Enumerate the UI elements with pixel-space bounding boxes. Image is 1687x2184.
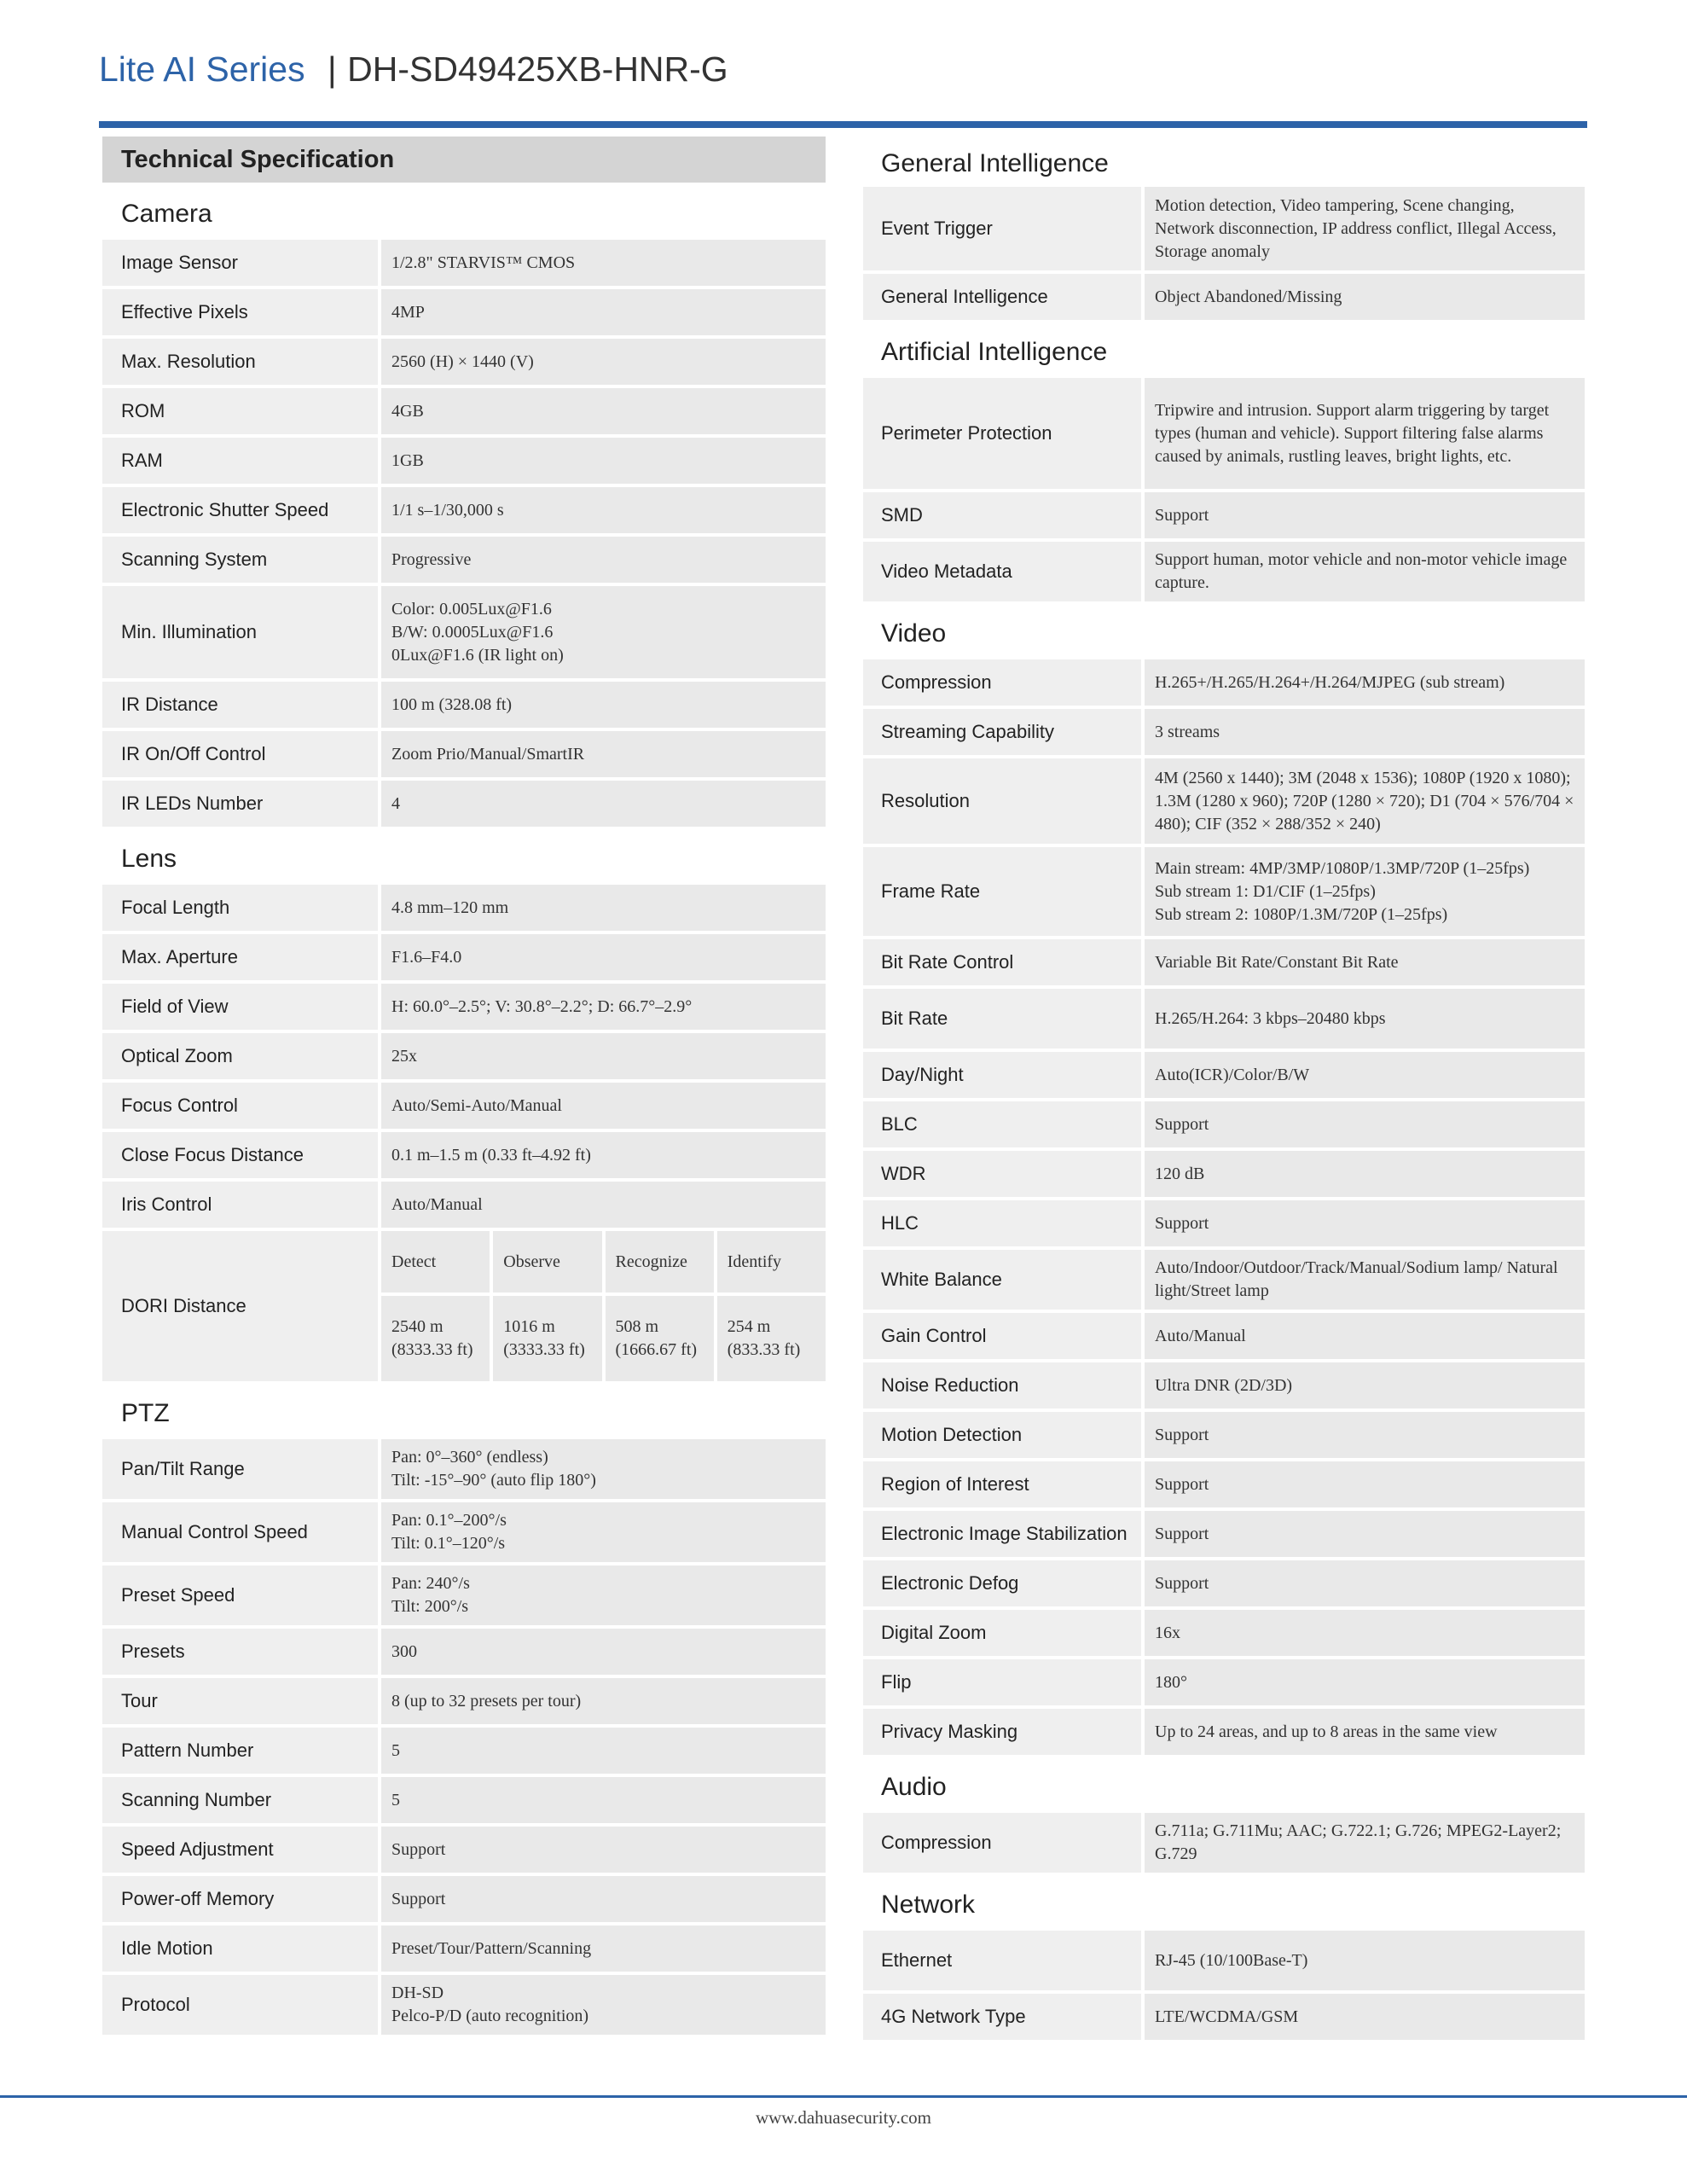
- spec-label: RAM: [102, 438, 378, 484]
- spec-value: LTE/WCDMA/GSM: [1145, 1994, 1585, 2040]
- spec-value: 0.1 m–1.5 m (0.33 ft–4.92 ft): [381, 1132, 826, 1178]
- spec-value: 2560 (H) × 1440 (V): [381, 339, 826, 385]
- section-title-artificial-intelligence: Artificial Intelligence: [881, 338, 1108, 366]
- spec-label: Iris Control: [102, 1182, 378, 1228]
- spec-label: Scanning Number: [102, 1777, 378, 1823]
- spec-label: Day/Night: [863, 1052, 1141, 1098]
- spec-value: H.265+/H.265/H.264+/H.264/MJPEG (sub stream): [1145, 659, 1585, 706]
- spec-label: ROM: [102, 388, 378, 434]
- spec-value: Support: [1145, 1560, 1585, 1606]
- spec-label: Pattern Number: [102, 1728, 378, 1774]
- spec-value: Pan: 240°/s Tilt: 200°/s: [381, 1565, 826, 1625]
- spec-value: 4.8 mm–120 mm: [381, 885, 826, 931]
- dori-value-cell: 2540 m (8333.33 ft): [381, 1296, 490, 1381]
- spec-value: 5: [381, 1728, 826, 1774]
- spec-label: Protocol: [102, 1975, 378, 2035]
- spec-value: Tripwire and intrusion. Support alarm triggering by target types (human and vehicle). Support filtering false alarms caused by animals, rustling leaves, bright lights, etc.: [1145, 378, 1585, 489]
- spec-value: Main stream: 4MP/3MP/1080P/1.3MP/720P (1–25fps) Sub stream 1: D1/CIF (1–25fps) Sub stream 2: 1080P/1.3M/720P (1–25fps): [1145, 847, 1585, 936]
- dori-value-cell: 254 m (833.33 ft): [717, 1296, 826, 1381]
- spec-value: 4M (2560 x 1440); 3M (2048 x 1536); 1080P (1920 x 1080); 1.3M (1280 x 960); 720P (1280 × 720); D1 (704 × 576/704 × 480); CIF (352 × 288/352 × 240): [1145, 758, 1585, 844]
- spec-row: [102, 1565, 826, 1625]
- spec-value: 16x: [1145, 1610, 1585, 1656]
- spec-value: Motion detection, Video tampering, Scene changing, Network disconnection, IP address conflict, Illegal Access, Storage anomaly: [1145, 187, 1585, 270]
- spec-value: 120 dB: [1145, 1151, 1585, 1197]
- spec-row: [102, 1033, 826, 1079]
- spec-row: [102, 537, 826, 583]
- technical-specification-title: Technical Specification: [102, 136, 826, 183]
- spec-label: IR On/Off Control: [102, 731, 378, 777]
- spec-label: DORI Distance: [102, 1231, 378, 1381]
- spec-row: [102, 1777, 826, 1823]
- spec-row: [863, 274, 1585, 320]
- spec-row: [863, 709, 1585, 755]
- spec-label: Flip: [863, 1659, 1141, 1705]
- spec-row: [102, 289, 826, 335]
- spec-value: 1GB: [381, 438, 826, 484]
- spec-row: [102, 1876, 826, 1922]
- dori-value-cell: 508 m (1666.67 ft): [606, 1296, 714, 1381]
- spec-row: [863, 1151, 1585, 1197]
- spec-row: [863, 1610, 1585, 1656]
- spec-value: Pan: 0°–360° (endless) Tilt: -15°–90° (auto flip 180°): [381, 1439, 826, 1499]
- spec-row: [863, 1313, 1585, 1359]
- spec-row: [863, 1813, 1585, 1873]
- spec-row: [863, 847, 1585, 936]
- section-title-lens: Lens: [121, 845, 177, 873]
- spec-label: SMD: [863, 492, 1141, 538]
- spec-value: Object Abandoned/Missing: [1145, 274, 1585, 320]
- spec-label: Close Focus Distance: [102, 1132, 378, 1178]
- spec-label: Idle Motion: [102, 1926, 378, 1972]
- spec-row: [863, 542, 1585, 601]
- spec-label: General Intelligence: [863, 274, 1141, 320]
- spec-row: [863, 1412, 1585, 1458]
- spec-value: 25x: [381, 1033, 826, 1079]
- spec-label: Max. Resolution: [102, 339, 378, 385]
- spec-value: Pan: 0.1°–200°/s Tilt: 0.1°–120°/s: [381, 1502, 826, 1562]
- spec-value: H.265/H.264: 3 kbps–20480 kbps: [1145, 989, 1585, 1048]
- spec-label: HLC: [863, 1200, 1141, 1246]
- spec-row: [863, 989, 1585, 1048]
- spec-value: Zoom Prio/Manual/SmartIR: [381, 731, 826, 777]
- spec-value: Support: [1145, 1412, 1585, 1458]
- spec-value: Support: [1145, 1461, 1585, 1507]
- spec-value: 4: [381, 781, 826, 827]
- spec-row: [863, 1250, 1585, 1310]
- spec-value: Progressive: [381, 537, 826, 583]
- spec-row: [102, 1926, 826, 1972]
- dori-distance-table: [381, 1231, 826, 1381]
- spec-value: Variable Bit Rate/Constant Bit Rate: [1145, 939, 1585, 985]
- dori-header-cell: Detect: [381, 1231, 490, 1292]
- series-title: Lite AI Series: [99, 49, 305, 89]
- spec-row: [102, 1827, 826, 1873]
- spec-row: [863, 1931, 1585, 1990]
- spec-label: Min. Illumination: [102, 586, 378, 678]
- spec-label: Region of Interest: [863, 1461, 1141, 1507]
- spec-value: F1.6–F4.0: [381, 934, 826, 980]
- dori-values-row: [381, 1296, 826, 1381]
- spec-value: Auto/Indoor/Outdoor/Track/Manual/Sodium lamp/ Natural light/Street lamp: [1145, 1250, 1585, 1310]
- spec-row: [102, 731, 826, 777]
- spec-value: 1/1 s–1/30,000 s: [381, 487, 826, 533]
- spec-row: [102, 586, 826, 678]
- spec-label: Preset Speed: [102, 1565, 378, 1625]
- spec-value: 1/2.8" STARVIS™ CMOS: [381, 240, 826, 286]
- model-number: DH-SD49425XB-HNR-G: [347, 49, 728, 89]
- spec-row: [863, 1461, 1585, 1507]
- spec-label: Max. Aperture: [102, 934, 378, 980]
- spec-value: G.711a; G.711Mu; AAC; G.722.1; G.726; MPEG2-Layer2; G.729: [1145, 1813, 1585, 1873]
- spec-label: Power-off Memory: [102, 1876, 378, 1922]
- spec-label: IR Distance: [102, 682, 378, 728]
- spec-label: Digital Zoom: [863, 1610, 1141, 1656]
- spec-label: Event Trigger: [863, 187, 1141, 270]
- spec-label: Bit Rate Control: [863, 939, 1141, 985]
- spec-row: [863, 758, 1585, 844]
- spec-row: [863, 1511, 1585, 1557]
- section-title-camera: Camera: [121, 200, 212, 228]
- spec-label: Compression: [863, 1813, 1141, 1873]
- spec-row: [863, 1200, 1585, 1246]
- spec-row: [102, 1132, 826, 1178]
- spec-value: 100 m (328.08 ft): [381, 682, 826, 728]
- spec-label: Video Metadata: [863, 542, 1141, 601]
- spec-value: Support human, motor vehicle and non-motor vehicle image capture.: [1145, 542, 1585, 601]
- spec-label: Resolution: [863, 758, 1141, 844]
- spec-label: Bit Rate: [863, 989, 1141, 1048]
- spec-value: Auto/Semi-Auto/Manual: [381, 1083, 826, 1129]
- spec-row: [102, 682, 826, 728]
- spec-row: [863, 1101, 1585, 1147]
- spec-label: BLC: [863, 1101, 1141, 1147]
- dori-value-cell: 1016 m (3333.33 ft): [493, 1296, 601, 1381]
- spec-row: [102, 240, 826, 286]
- dori-distance-row: [102, 1231, 826, 1381]
- spec-label: Gain Control: [863, 1313, 1141, 1359]
- spec-label: Frame Rate: [863, 847, 1141, 936]
- footer-url: www.dahuasecurity.com: [755, 2107, 932, 2128]
- spec-label: Manual Control Speed: [102, 1502, 378, 1562]
- right-column: [863, 136, 1585, 2043]
- spec-row: [863, 378, 1585, 489]
- spec-label: Focal Length: [102, 885, 378, 931]
- spec-value: 300: [381, 1629, 826, 1675]
- spec-row: [102, 885, 826, 931]
- spec-row: [102, 438, 826, 484]
- spec-value: 4GB: [381, 388, 826, 434]
- spec-value: 8 (up to 32 presets per tour): [381, 1678, 826, 1724]
- section-title-network: Network: [881, 1891, 976, 1919]
- dori-header-cell: Recognize: [606, 1231, 714, 1292]
- spec-label: White Balance: [863, 1250, 1141, 1310]
- spec-value: H: 60.0°–2.5°; V: 30.8°–2.2°; D: 66.7°–2.9°: [381, 984, 826, 1030]
- spec-value: Color: 0.005Lux@F1.6 B/W: 0.0005Lux@F1.6 0Lux@F1.6 (IR light on): [381, 586, 826, 678]
- spec-value: Preset/Tour/Pattern/Scanning: [381, 1926, 826, 1972]
- spec-label: Effective Pixels: [102, 289, 378, 335]
- spec-value: Support: [1145, 492, 1585, 538]
- spec-row: [863, 492, 1585, 538]
- spec-label: Perimeter Protection: [863, 378, 1141, 489]
- spec-label: Motion Detection: [863, 1412, 1141, 1458]
- spec-row: [102, 1502, 826, 1562]
- section-title-audio: Audio: [881, 1773, 947, 1801]
- spec-label: Presets: [102, 1629, 378, 1675]
- spec-label: WDR: [863, 1151, 1141, 1197]
- title-separator: |: [328, 49, 337, 89]
- spec-label: Electronic Defog: [863, 1560, 1141, 1606]
- spec-value: 4MP: [381, 289, 826, 335]
- section-title-general-intelligence: General Intelligence: [881, 149, 1109, 177]
- spec-label: Tour: [102, 1678, 378, 1724]
- spec-label: Ethernet: [863, 1931, 1141, 1990]
- spec-row: [863, 659, 1585, 706]
- spec-value: RJ-45 (10/100Base-T): [1145, 1931, 1585, 1990]
- spec-label: IR LEDs Number: [102, 781, 378, 827]
- spec-value: Support: [1145, 1511, 1585, 1557]
- spec-value: DH-SD Pelco-P/D (auto recognition): [381, 1975, 826, 2035]
- spec-value: Support: [1145, 1101, 1585, 1147]
- spec-row: [102, 934, 826, 980]
- spec-row: [863, 1362, 1585, 1409]
- spec-row: [863, 1052, 1585, 1098]
- spec-value: Auto/Manual: [381, 1182, 826, 1228]
- spec-label: Electronic Shutter Speed: [102, 487, 378, 533]
- spec-label: 4G Network Type: [863, 1994, 1141, 2040]
- spec-label: Noise Reduction: [863, 1362, 1141, 1409]
- dori-header-row: [381, 1231, 826, 1292]
- left-column: [102, 136, 826, 2038]
- spec-row: [863, 939, 1585, 985]
- spec-row: [102, 1678, 826, 1724]
- spec-row: [102, 1975, 826, 2035]
- spec-label: Compression: [863, 659, 1141, 706]
- spec-value: Auto/Manual: [1145, 1313, 1585, 1359]
- spec-value: Ultra DNR (2D/3D): [1145, 1362, 1585, 1409]
- footer-rule: [0, 2095, 1687, 2098]
- spec-row: [102, 1083, 826, 1129]
- spec-label: Speed Adjustment: [102, 1827, 378, 1873]
- spec-value: Auto(ICR)/Color/B/W: [1145, 1052, 1585, 1098]
- spec-row: [102, 984, 826, 1030]
- spec-value: Support: [1145, 1200, 1585, 1246]
- dori-header-cell: Observe: [493, 1231, 601, 1292]
- spec-row: [102, 487, 826, 533]
- spec-row: [102, 388, 826, 434]
- spec-label: Optical Zoom: [102, 1033, 378, 1079]
- spec-value: 3 streams: [1145, 709, 1585, 755]
- spec-row: [863, 1560, 1585, 1606]
- spec-value: 180°: [1145, 1659, 1585, 1705]
- spec-label: Focus Control: [102, 1083, 378, 1129]
- spec-label: Pan/Tilt Range: [102, 1439, 378, 1499]
- spec-row: [863, 1659, 1585, 1705]
- spec-row: [102, 1182, 826, 1228]
- spec-label: Privacy Masking: [863, 1709, 1141, 1755]
- dori-header-cell: Identify: [717, 1231, 826, 1292]
- spec-value: Support: [381, 1876, 826, 1922]
- section-title-ptz: PTZ: [121, 1399, 170, 1427]
- spec-row: [102, 1439, 826, 1499]
- spec-label: Streaming Capability: [863, 709, 1141, 755]
- page-header: [99, 49, 728, 101]
- spec-value: Support: [381, 1827, 826, 1873]
- spec-row: [102, 1728, 826, 1774]
- spec-label: Electronic Image Stabilization: [863, 1511, 1141, 1557]
- spec-row: [102, 781, 826, 827]
- section-title-video: Video: [881, 619, 947, 648]
- spec-label: Image Sensor: [102, 240, 378, 286]
- spec-value: Up to 24 areas, and up to 8 areas in the same view: [1145, 1709, 1585, 1755]
- spec-label: Scanning System: [102, 537, 378, 583]
- spec-value: 5: [381, 1777, 826, 1823]
- spec-row: [102, 339, 826, 385]
- spec-row: [863, 1709, 1585, 1755]
- spec-row: [102, 1629, 826, 1675]
- spec-label: Field of View: [102, 984, 378, 1030]
- spec-row: [863, 187, 1585, 270]
- header-rule: [99, 121, 1587, 128]
- spec-row: [863, 1994, 1585, 2040]
